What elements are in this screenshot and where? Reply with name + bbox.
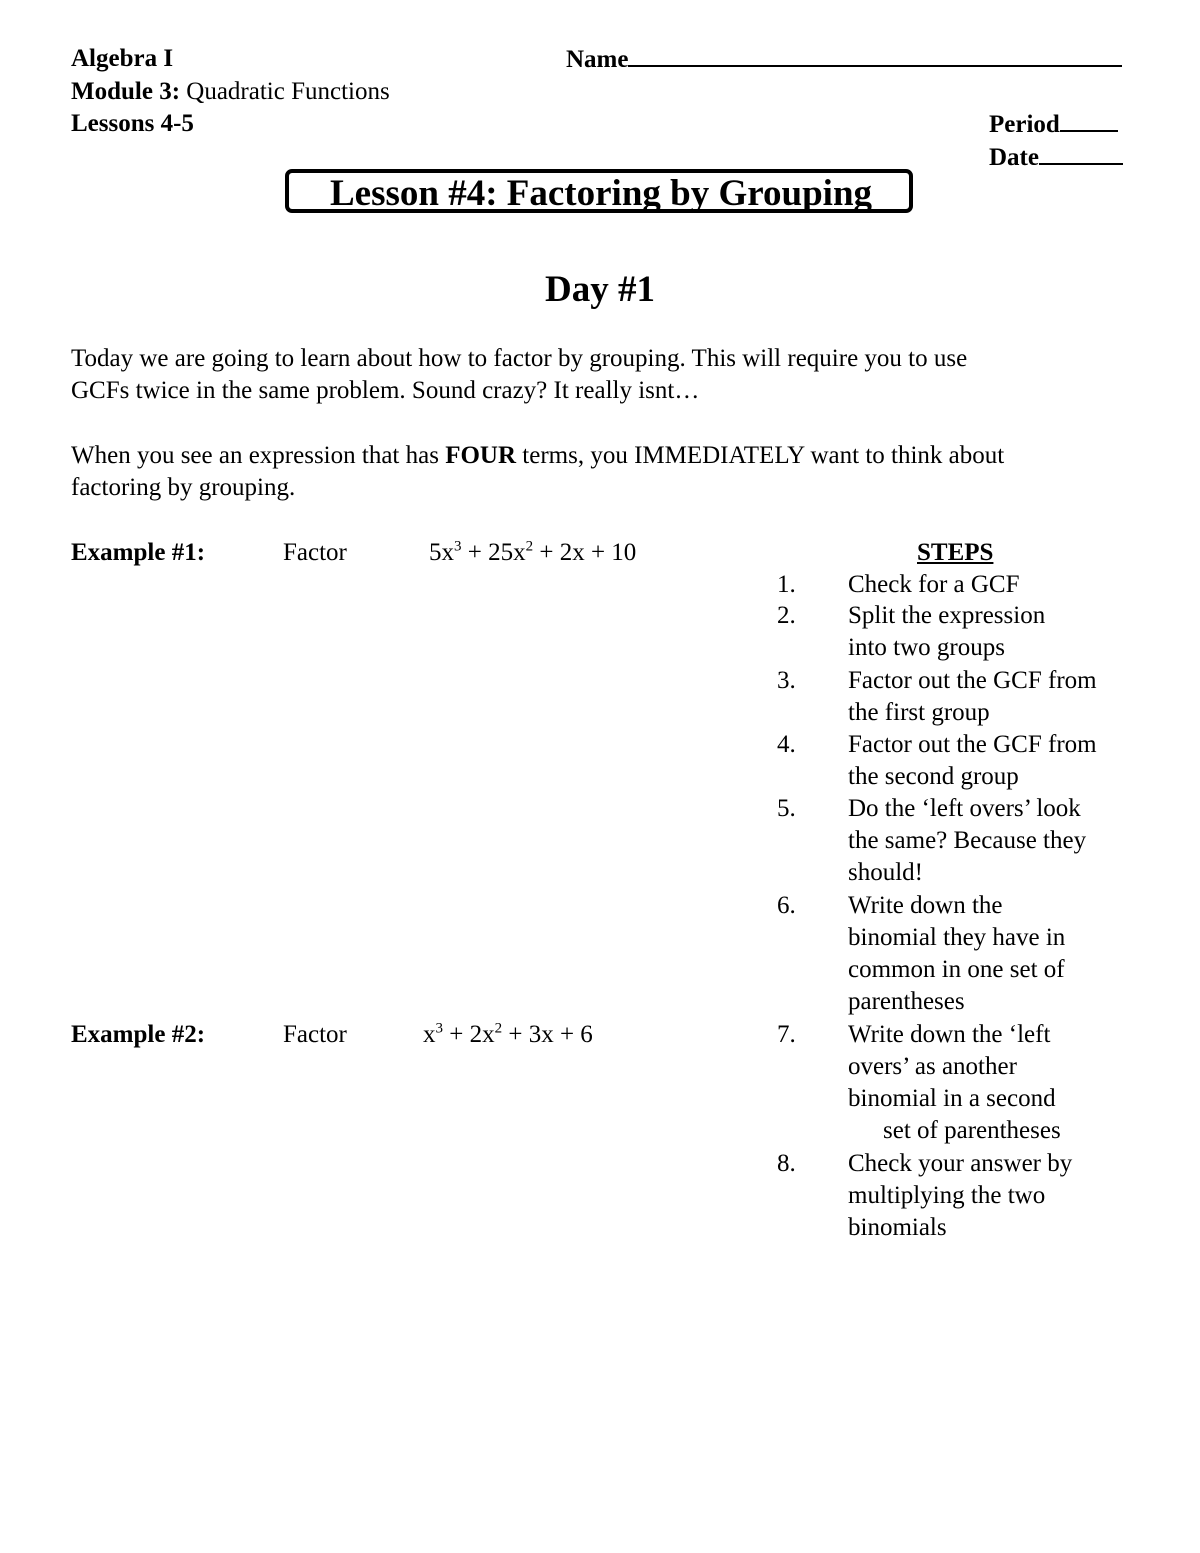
module-label: Module 3: xyxy=(71,78,181,105)
expr-term: + 2x + 10 xyxy=(533,539,637,566)
day-heading: Day #1 xyxy=(545,269,655,310)
example-1-expression xyxy=(429,537,636,569)
date-label: Date xyxy=(989,144,1039,171)
step-line: Factor out the GCF from xyxy=(848,667,1097,694)
example-2-label: Example #2: xyxy=(71,1021,206,1048)
name-blank[interactable] xyxy=(628,43,1122,67)
intro-paragraph xyxy=(71,343,1141,407)
step-text xyxy=(848,1148,1072,1244)
example-2-expression xyxy=(423,1019,593,1051)
step-text xyxy=(848,569,1020,601)
intro-line-2: GCFs twice in the same problem. Sound crazy? It really isnt… xyxy=(71,377,700,404)
step-line: the same? Because they xyxy=(848,827,1087,854)
expr-exponent: 2 xyxy=(525,538,534,555)
step-line: Write down the xyxy=(848,892,1003,919)
expr-term: x xyxy=(423,1021,436,1048)
step-line: Do the ‘left overs’ look xyxy=(848,795,1081,822)
step-text xyxy=(848,665,1097,729)
step-number: 4. xyxy=(777,731,796,758)
step-line: Check for a GCF xyxy=(848,571,1020,598)
step-number: 6. xyxy=(777,892,796,919)
four-terms-line-2: factoring by grouping. xyxy=(71,474,296,501)
four-terms-bold: FOUR xyxy=(445,442,517,469)
step-line: Split the expression xyxy=(848,602,1046,629)
expr-exponent: 3 xyxy=(454,538,462,555)
step-line: binomials xyxy=(848,1214,947,1241)
example-1-verb: Factor xyxy=(283,539,347,566)
expr-exponent: 3 xyxy=(435,1020,443,1037)
date-blank[interactable] xyxy=(1039,141,1123,165)
step-text xyxy=(848,600,1045,664)
step-line: the first group xyxy=(848,699,990,726)
step-number: 8. xyxy=(777,1150,796,1177)
step-number: 5. xyxy=(777,795,796,822)
lessons-label: Lessons 4-5 xyxy=(71,110,194,137)
expr-term: + 2x xyxy=(443,1021,495,1048)
step-line: the second group xyxy=(848,763,1019,790)
expr-term: + 25x xyxy=(461,539,526,566)
four-terms-after: terms, you IMMEDIATELY want to think about xyxy=(516,442,1005,469)
step-line: binomial they have in xyxy=(848,924,1066,951)
step-line: Write down the ‘left xyxy=(848,1021,1051,1048)
step-text xyxy=(848,729,1097,793)
step-line: into two groups xyxy=(848,634,1005,661)
step-number: 7. xyxy=(777,1021,796,1048)
step-line: Factor out the GCF from xyxy=(848,731,1097,758)
module-name: Quadratic Functions xyxy=(186,78,390,105)
four-terms-before: When you see an expression that has xyxy=(71,442,446,469)
name-label: Name xyxy=(566,46,629,73)
period-field xyxy=(989,108,1118,141)
step-line: multiplying the two xyxy=(848,1182,1046,1209)
expr-exponent: 2 xyxy=(494,1020,503,1037)
step-text xyxy=(848,793,1086,889)
step-line: set of parentheses xyxy=(883,1117,1061,1144)
course-title: Algebra I xyxy=(71,45,174,72)
expr-term: + 3x + 6 xyxy=(502,1021,593,1048)
four-terms-line-1 xyxy=(71,440,1141,472)
intro-line-1: Today we are going to learn about how to factor by grouping. This will require you to use xyxy=(71,345,968,372)
example-2-verb: Factor xyxy=(283,1021,347,1048)
step-number: 2. xyxy=(777,602,796,629)
name-field xyxy=(566,43,1122,76)
step-line: Check your answer by xyxy=(848,1150,1073,1177)
step-line: overs’ as another xyxy=(848,1053,1017,1080)
step-text xyxy=(848,890,1065,1018)
lesson-title: Lesson #4: Factoring by Grouping xyxy=(329,173,873,214)
four-terms-paragraph xyxy=(71,440,1141,504)
step-line: common in one set of xyxy=(848,956,1065,983)
step-text xyxy=(848,1019,1061,1147)
date-field xyxy=(989,141,1123,174)
module-line xyxy=(71,76,390,108)
period-label: Period xyxy=(989,111,1060,138)
step-line: should! xyxy=(848,859,923,886)
step-line: parentheses xyxy=(848,988,965,1015)
step-number: 3. xyxy=(777,667,796,694)
step-number: 1. xyxy=(777,571,796,598)
steps-heading: STEPS xyxy=(917,539,994,566)
period-blank[interactable] xyxy=(1060,108,1118,132)
step-line: binomial in a second xyxy=(848,1085,1056,1112)
expr-term: 5x xyxy=(429,539,454,566)
example-1-label: Example #1: xyxy=(71,539,206,566)
